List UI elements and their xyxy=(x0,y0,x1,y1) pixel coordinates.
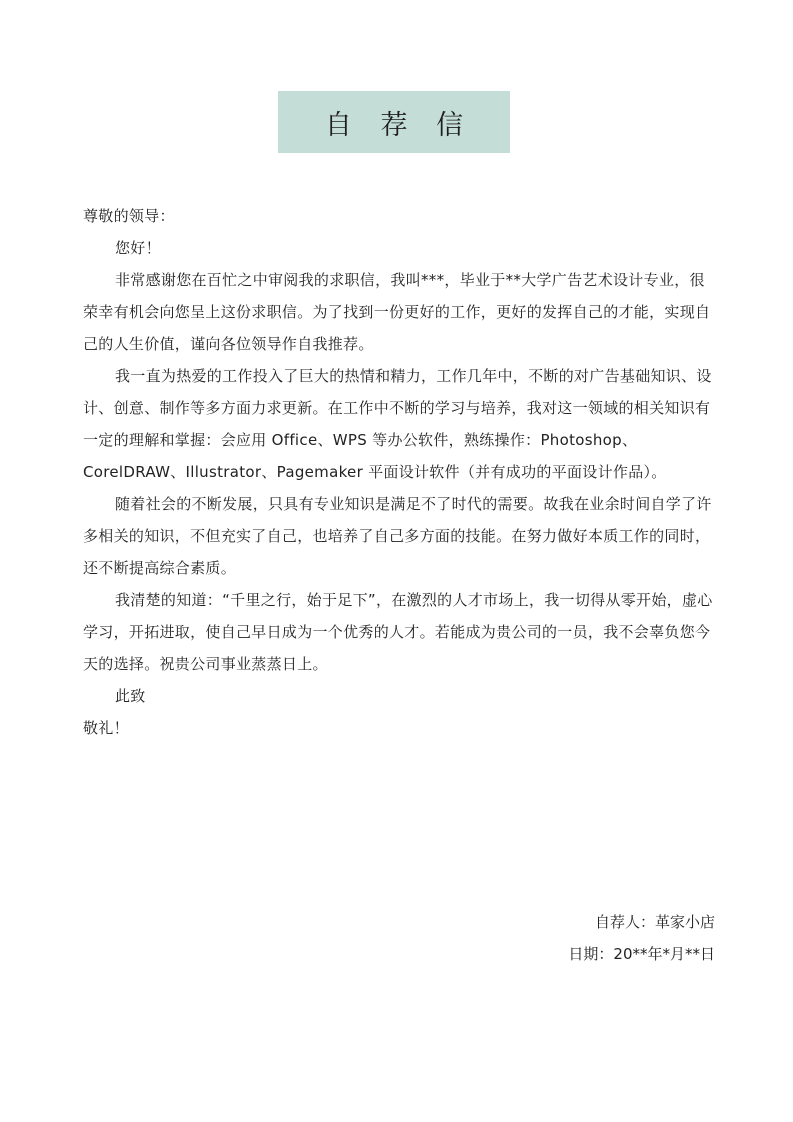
closing: 此致 xyxy=(115,687,146,705)
title-banner xyxy=(278,91,510,153)
document-title: 自 荐 信 xyxy=(324,109,474,141)
greeting: 您好！ xyxy=(115,239,161,257)
regards: 敬礼！ xyxy=(83,719,129,737)
paragraph-conclusion: 我清楚的知道：“千里之行，始于足下”，在激烈的人才市场上，我一切得从零开始，虚心学习，开拓进取，使自己早日成为一个优秀的人才。若能成为贵公司的一员，我不会辜负您今天的选择。祝贵公司事业蒸蒸日上。 xyxy=(83,591,713,673)
letter-body xyxy=(83,200,715,744)
paragraph-experience: 我一直为热爱的工作投入了巨大的热情和精力，工作几年中，不断的对广告基础知识、设计、创意、制作等多方面力求更新。在工作中不断的学习与培养，我对这一领域的相关知识有一定的理解和掌握：会应用 Office、WPS 等办公软件，熟练操作：Photoshop、CorelDRAW、Illustrator、Pagemaker 平面设计软件（并有成功的平面设计作品）。 xyxy=(83,367,712,481)
salutation: 尊敬的领导： xyxy=(83,207,175,225)
signature-block xyxy=(568,906,715,970)
recommender-name: 自荐人：革家小店 xyxy=(594,913,715,931)
paragraph-self-study: 随着社会的不断发展，只具有专业知识是满足不了时代的需要。故我在业余时间自学了许多相关的知识，不但充实了自己，也培养了自己多方面的技能。在努力做好本质工作的同时，还不断提高综合素质。 xyxy=(83,495,712,577)
letter-date: 日期：20**年*月**日 xyxy=(568,945,715,963)
paragraph-intro: 非常感谢您在百忙之中审阅我的求职信，我叫***，毕业于**大学广告艺术设计专业，很荣幸有机会向您呈上这份求职信。为了找到一份更好的工作，更好的发挥自己的才能，实现自己的人生价值，谨向各位领导作自我推荐。 xyxy=(83,271,711,353)
